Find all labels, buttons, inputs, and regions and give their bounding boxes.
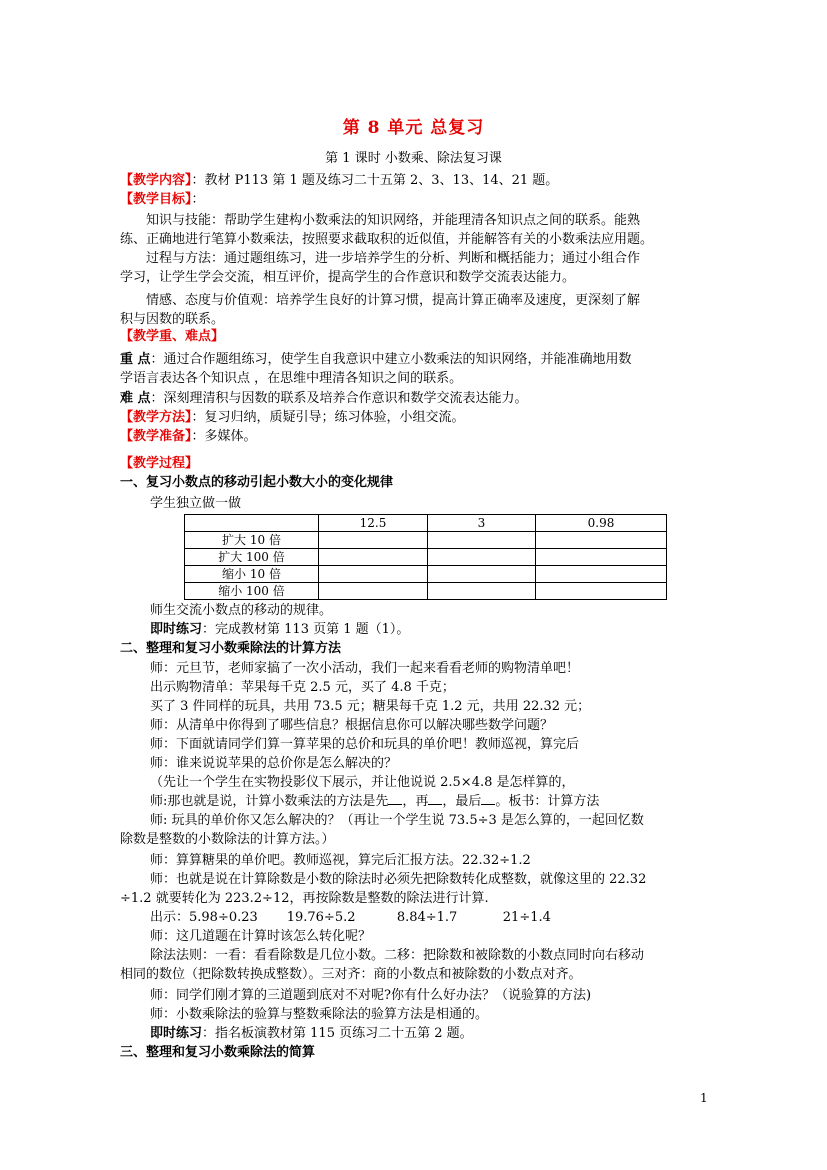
dialog-line: 师: 玩具的单价你又怎么解决的？（再让一个学生说 73.5÷3 是怎么算的，一起回忆数 xyxy=(150,813,644,828)
method-label: 【教学方法】 xyxy=(120,410,192,425)
section-3-heading: 三、整理和复习小数乘除法的简算 xyxy=(120,1045,316,1060)
goals-p3a: 情感、态度与价值观：培养学生良好的计算习惯，提高计算正确率及速度，更深刻了解 xyxy=(146,293,641,308)
key-point-line-2: 学语言表达各个知识点 ，在思维中理清各知识之间的联系。 xyxy=(120,371,463,386)
goals-p2b: 学习，让学生学会交流，相互评价，提高学生的合作意识和数学交流表达能力。 xyxy=(120,270,576,285)
section-2-exercise: 即时练习：指名板演教材第 115 页练习二十五第 2 题。 xyxy=(150,1026,473,1041)
dialog-line-blanks: 师:那也就是说，计算小数乘法的方法是先 ，再 ，最后 。板书：计算方法 xyxy=(150,794,600,809)
dialog-line: 师：也就是说在计算除数是小数的除法时必须先把除数转化成整数，就像这里的 22.32 xyxy=(150,872,647,887)
exercise-label: 即时练习 xyxy=(150,1026,203,1041)
difficult-point-line: 难 点：深刻理清积与因数的联系及培养合作意识和数学交流表达能力。 xyxy=(120,391,528,406)
page-title: 第 8 单元 总复习 xyxy=(342,118,485,138)
fill-blank xyxy=(428,792,442,805)
table-header-row xyxy=(185,515,667,532)
table-header-cell xyxy=(185,515,319,532)
process-label: 【教学过程】 xyxy=(120,456,199,471)
section-1-heading: 一、复习小数点的移动引起小数大小的变化规律 xyxy=(120,475,394,490)
dialog-line: 师：从清单中你得到了哪些信息？根据信息你可以解决哪些数学问题？ xyxy=(150,718,554,733)
goals-p2a: 过程与方法：通过题组练习，进一步培养学生的分析、判断和概括能力；通过小组合作 xyxy=(146,251,641,266)
dialog-line: 买了 3 件同样的玩具，共用 73.5 元；糖果每千克 1.2 元，共用 22.32 元； xyxy=(150,699,591,714)
table-header-cell: 12.5 xyxy=(319,515,428,532)
table-row xyxy=(185,583,667,600)
row-label: 缩小 10 倍 xyxy=(185,566,319,583)
key-point-label: 重 点 xyxy=(120,352,151,367)
content-line xyxy=(120,171,710,190)
row-label: 缩小 100 倍 xyxy=(185,583,319,600)
table-header-cell: 3 xyxy=(428,515,536,532)
dialog-line: 师：谁来说说苹果的总价你是怎么解决的？ xyxy=(150,756,398,771)
process-heading xyxy=(120,454,710,473)
dialog-line: 师：同学们刚才算的三道题到底对不对呢?你有什么好办法？（说验算的方法) xyxy=(150,988,592,1003)
goals-p3b: 积与因数的联系。 xyxy=(120,312,225,327)
dialog-line: 出示购物清单：苹果每千克 2.5 元，买了 4.8 千克； xyxy=(150,680,455,695)
dialog-line: 师：小数乘除法的验算与整数乘除法的验算方法是相通的。 xyxy=(150,1007,489,1022)
section-1-intro: 学生独立做一做 xyxy=(150,496,242,511)
decimal-shift-table xyxy=(184,514,667,600)
dialog-line: 除数是整数的小数除法的计算方法。） xyxy=(120,832,335,847)
exercise-label: 即时练习 xyxy=(150,622,203,637)
section-2-heading: 二、整理和复习小数乘除法的计算方法 xyxy=(120,641,342,656)
prep-label: 【教学准备】 xyxy=(120,429,192,444)
division-examples: 出示：5.98÷0.23 19.76÷5.2 8.84÷1.7 21÷1.4 xyxy=(150,910,551,925)
table-header-cell: 0.98 xyxy=(536,515,667,532)
division-rule-line: 除法法则：一看：看看除数是几位小数。二移：把除数和被除数的小数点同时向右移动 xyxy=(150,948,645,963)
dialog-line: （先让一个学生在实物投影仪下展示，并让他说说 2.5×4.8 是怎样算的， xyxy=(150,775,575,790)
goals-p1a: 知识与技能：帮助学生建构小数乘法的知识网络，并能理清各知识点之间的联系。能熟 xyxy=(146,213,641,228)
row-label: 扩大 10 倍 xyxy=(185,532,319,549)
fill-blank xyxy=(481,792,495,805)
page-number: 1 xyxy=(700,1091,708,1105)
dialog-line: 师：元旦节，老师家搞了一次小活动，我们一起来看看老师的购物清单吧！ xyxy=(150,661,580,676)
dialog-line: 师：算算糖果的单价吧。教师巡视，算完后汇报方法。22.32÷1.2 xyxy=(150,853,531,868)
row-label: 扩大 100 倍 xyxy=(185,549,319,566)
content-label: 【教学内容】 xyxy=(120,173,192,188)
goals-heading: 【教学目标】： xyxy=(120,192,205,207)
table-row xyxy=(185,532,667,549)
table-row xyxy=(185,549,667,566)
dialog-line: ÷1.2 就要转化为 223.2÷12，再按除数是整数的除法进行计算. xyxy=(120,891,489,906)
method-line: 【教学方法】：复习归纳，质疑引导；练习体验，小组交流。 xyxy=(120,410,465,425)
section-1-after: 师生交流小数点的移动的规律。 xyxy=(150,603,333,618)
content-text: ：教材 P113 第 1 题及练习二十五第 2、3、13、14、21 题。 xyxy=(191,173,559,188)
keypoints-heading xyxy=(120,327,710,346)
key-point-line: 重 点：通过合作题组练习，使学生自我意识中建立小数乘法的知识网络，并能准确地用数 xyxy=(120,352,632,367)
table-row xyxy=(185,566,667,583)
prep-line: 【教学准备】：多媒体。 xyxy=(120,429,257,444)
difficult-point-label: 难 点 xyxy=(120,391,151,406)
division-rule-line-2: 相同的数位（把除数转换成整数）。三对齐：商的小数点和被除数的小数点对齐。 xyxy=(120,967,582,982)
fill-blank xyxy=(388,792,402,805)
goals-p1b: 练、正确地进行笔算小数乘法，按照要求截取积的近似值，并能解答有关的小数乘法应用题。 xyxy=(120,232,654,247)
keypoints-label: 【教学重、难点】 xyxy=(120,329,225,344)
dialog-line: 师：下面就请同学们算一算苹果的总价和玩具的单价吧！教师巡视，算完后 xyxy=(150,737,580,752)
lesson-subtitle: 第 1 课时 小数乘、除法复习课 xyxy=(325,151,502,166)
goals-label: 【教学目标】 xyxy=(120,192,192,207)
section-1-exercise: 即时练习：完成教材第 113 页第 1 题（1）。 xyxy=(150,622,410,637)
dialog-line: 师：这几道题在计算时该怎么转化呢？ xyxy=(150,929,372,944)
